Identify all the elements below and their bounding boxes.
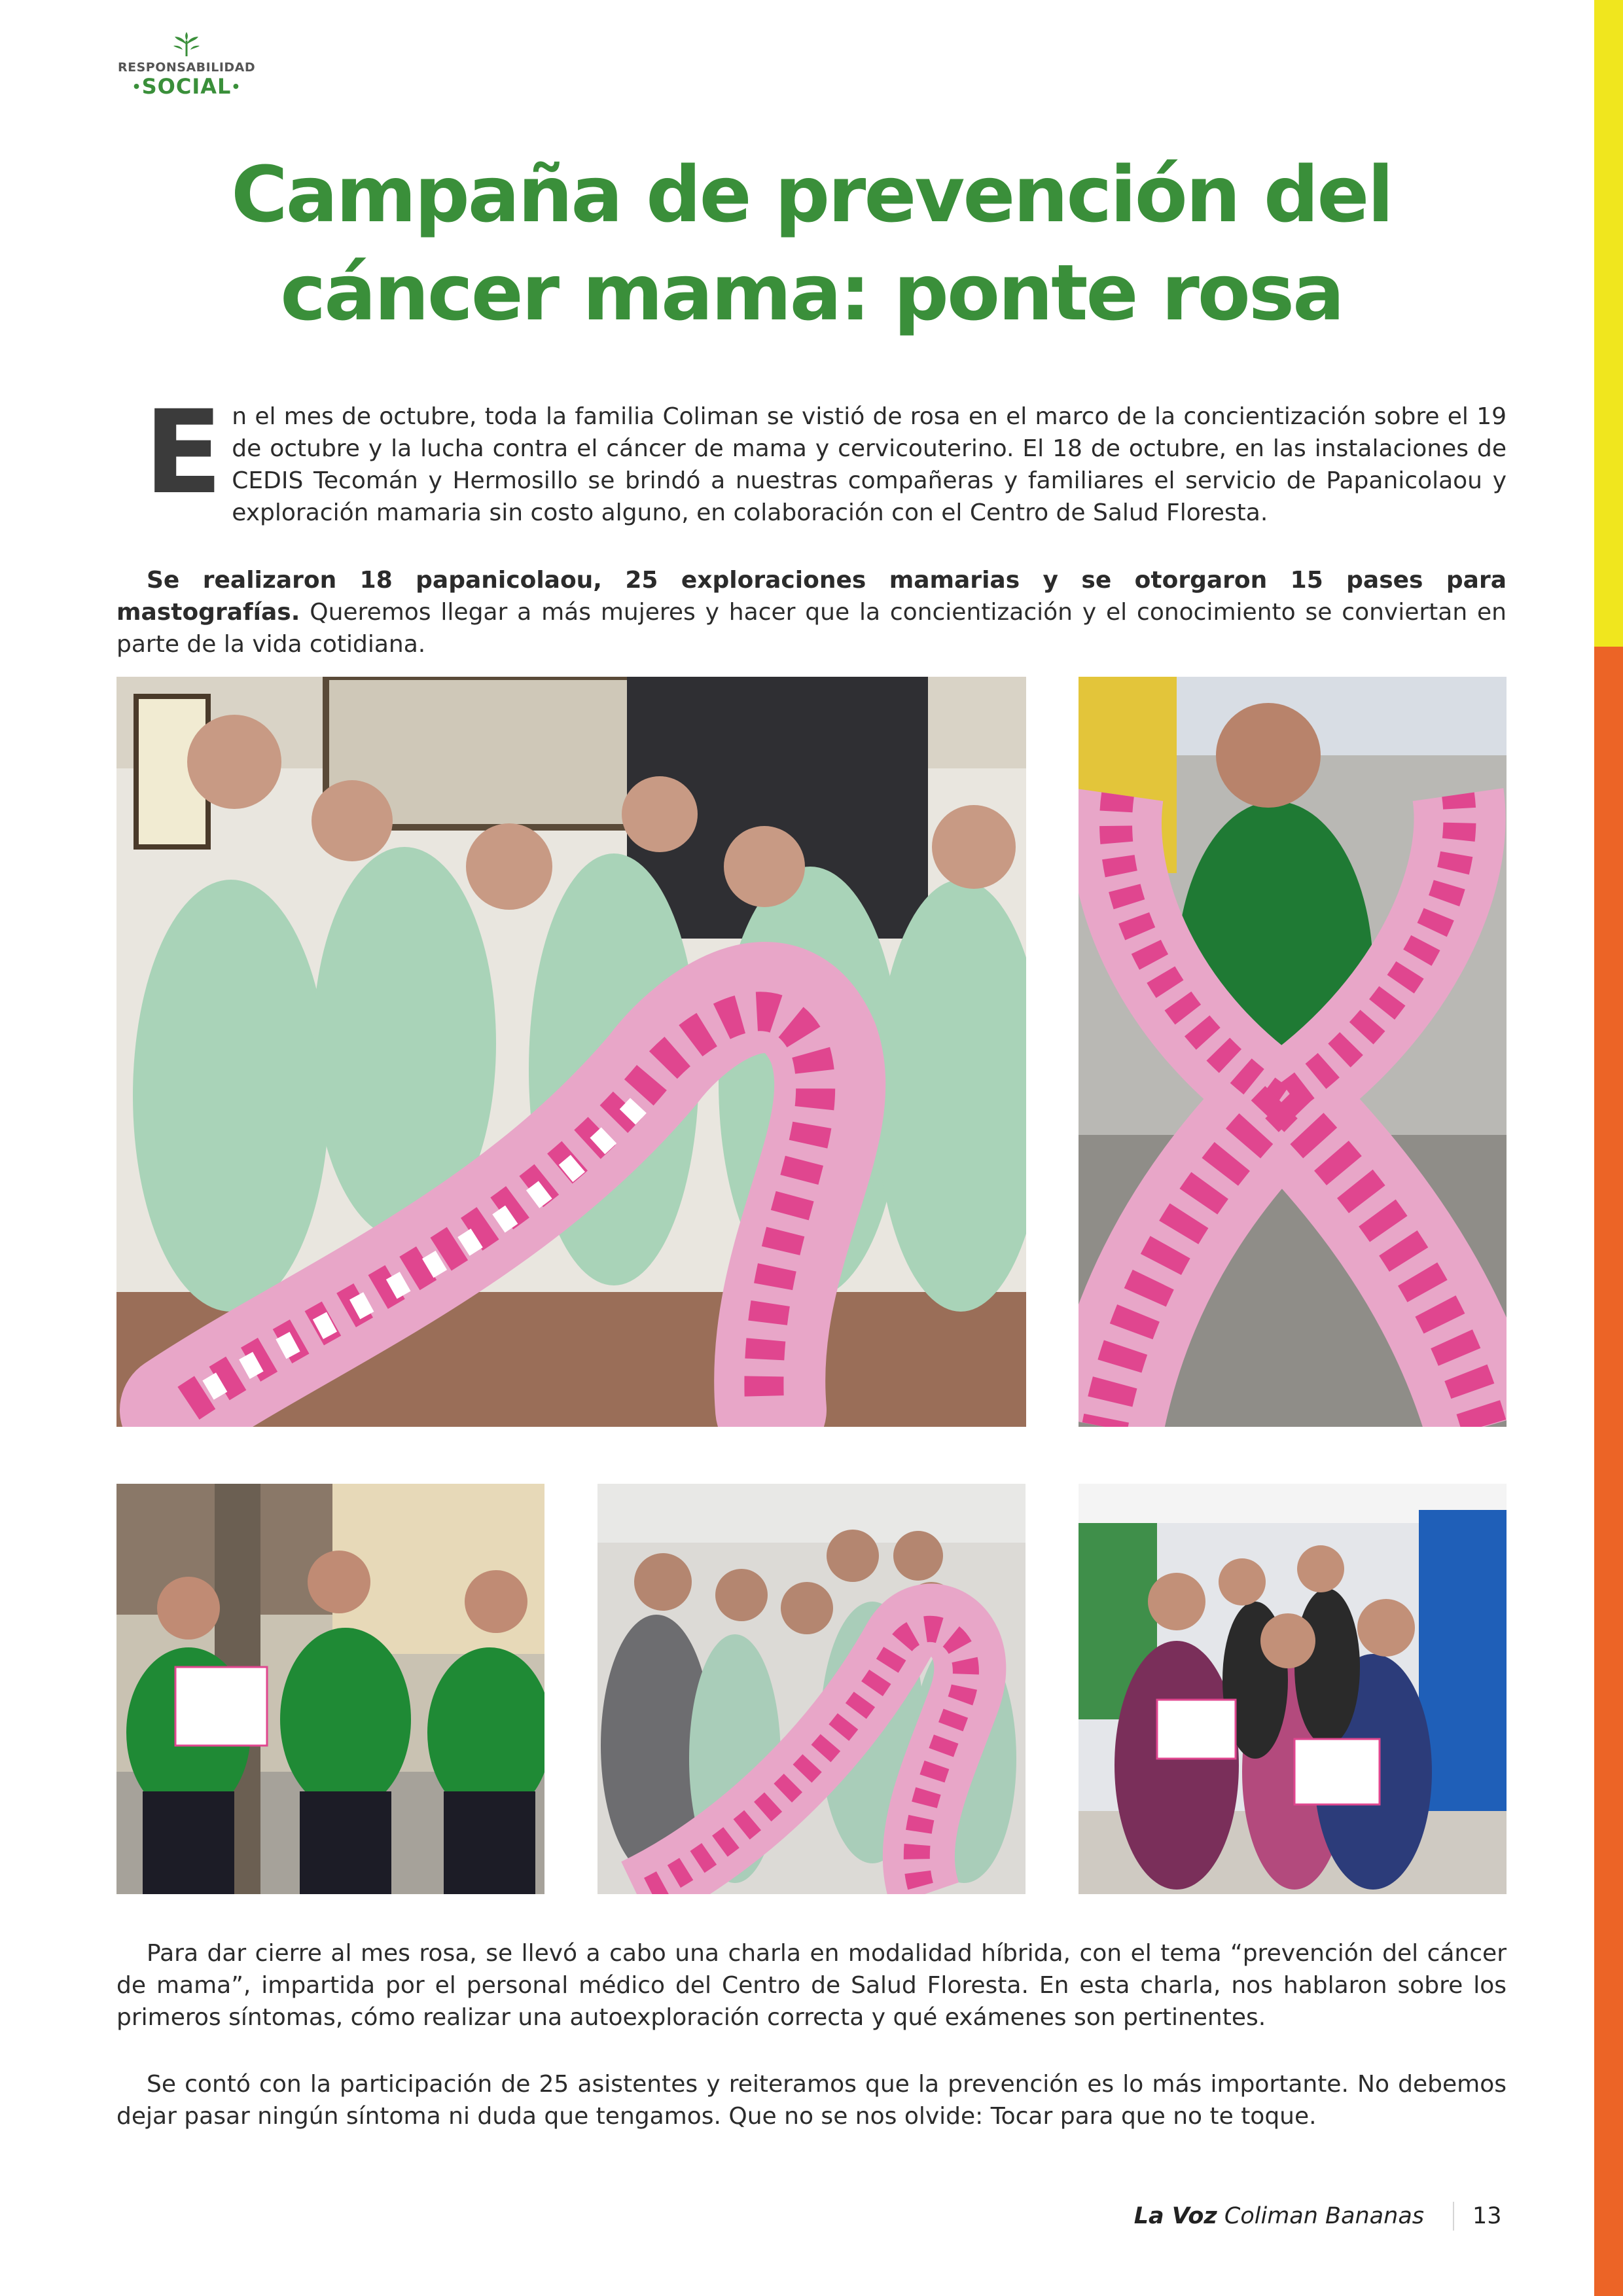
article-title xyxy=(170,145,1453,342)
photo-group-with-ribbon xyxy=(116,677,1026,1427)
footer-divider xyxy=(1453,2202,1454,2231)
article-paragraph-2 xyxy=(116,564,1507,660)
footer-magazine-rest: Coliman Bananas xyxy=(1217,2203,1424,2229)
article-title-line1: Campaña de prevención del xyxy=(231,149,1392,240)
paragraph-2-text: Queremos llegar a más mujeres y hacer que la concientización y el conocimiento se conviertan en parte de la vida cotidiana. xyxy=(116,599,1507,658)
paragraph-2-highlight: Se realizaron 18 papanicolaou, 25 exploraciones mamarias y se otorgaron 15 pases para mastografías. xyxy=(116,567,1507,626)
sprout-icon xyxy=(167,31,206,58)
page-number: 13 xyxy=(1472,2203,1502,2229)
edge-stripe-orange xyxy=(1594,647,1623,2296)
section-label-bottom: SOCIAL xyxy=(141,74,232,99)
article-title-line2: cáncer mama: ponte rosa xyxy=(280,247,1343,338)
edge-stripe-yellow xyxy=(1594,0,1623,647)
footer-magazine-bold: La Voz xyxy=(1133,2203,1217,2229)
section-logo xyxy=(118,31,255,110)
photo-group-indoors-ribbon xyxy=(597,1484,1026,1894)
footer-magazine-name xyxy=(1113,2203,1424,2229)
bullet-dot-icon: • xyxy=(231,79,241,96)
photo-three-women-outdoors xyxy=(116,1484,544,1894)
bullet-dot-icon: • xyxy=(132,79,142,96)
section-label-bottom-row xyxy=(118,75,255,99)
photo-woman-with-ribbon xyxy=(1079,677,1507,1427)
photo-medical-staff xyxy=(1079,1484,1507,1894)
section-label-top: RESPONSABILIDAD xyxy=(118,60,256,75)
drop-cap: E xyxy=(144,386,223,520)
article-paragraph-3: Para dar cierre al mes rosa, se llevó a cabo una charla en modalidad híbrida, con el tema “prevención del cáncer de mama”, impartida por el personal médico del Centro de Salud Floresta. En esta charla, nos hablaron sobre los primeros síntomas, cómo realizar una autoexploración correcta y qué exámenes son pertinentes. xyxy=(116,1940,1507,2031)
article-paragraph-1 xyxy=(116,386,1507,529)
paragraph-1-text: n el mes de octubre, toda la familia Coliman se vistió de rosa en el marco de la concientización sobre el 19 de octubre y la lucha contra el cáncer de mama y cervicouterino. El 18 de octubre, en las instalaciones de CEDIS Tecomán y Hermosillo se brindó a nuestras compañeras y familiares el servicio de Papanicolaou y exploración mamaria sin costo alguno, en colaboración con el Centro de Salud Floresta. xyxy=(232,403,1507,526)
article-paragraph-4: Se contó con la participación de 25 asistentes y reiteramos que la prevención es lo más importante. No debemos dejar pasar ningún síntoma ni duda que tengamos. Que no se nos olvide: Tocar para que no te toque. xyxy=(116,2071,1507,2130)
